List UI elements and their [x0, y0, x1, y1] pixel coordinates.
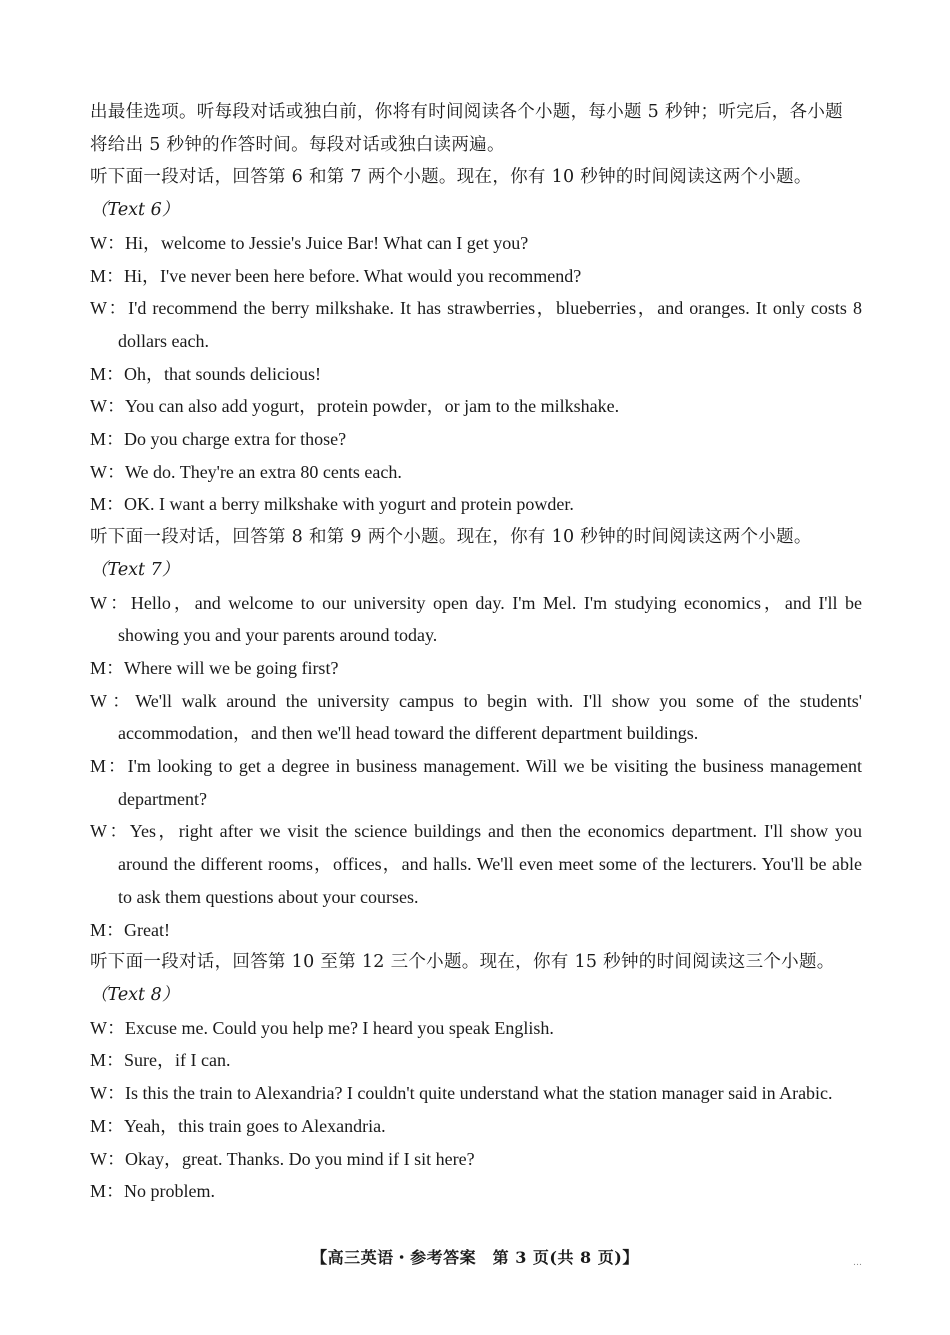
dialogue-line: W：Yes，right after we visit the science buildings and then the economics department. I'll show you around the different rooms，offices，and halls. We'll even meet some of the lecturers. You'll be able to ask them questions about your courses.	[90, 821, 862, 907]
text-label: （Text 8）	[90, 984, 180, 1005]
dialogue-line: W：Okay，great. Thanks. Do you mind if I sit here?	[90, 1148, 475, 1169]
instruction-line: 将给出 5 秒钟的作答时间。每段对话或独白读两遍。	[90, 134, 505, 155]
dialogue-line: M：Hi，I've never been here before. What would you recommend?	[90, 265, 582, 286]
dialogue-line: M：Oh，that sounds delicious!	[90, 363, 321, 384]
dialogue-line: M：No problem.	[90, 1181, 215, 1202]
page-footer: 【高三英语・参考答案 第 3 页(共 8 页)】	[311, 1248, 639, 1267]
dialogue-line: W：We'll walk around the university campus to begin with. I'll show you some of the students' accommodation，and then we'll head toward the different department buildings.	[90, 690, 862, 744]
dialogue-line: M：Where will we be going first?	[90, 657, 339, 678]
dialogue-line: W：I'd recommend the berry milkshake. It has strawberries，blueberries，and oranges. It only costs 8 dollars each.	[90, 298, 862, 351]
instruction-line: 出最佳选项。听每段对话或独白前，你将有时间阅读各个小题，每小题 5 秒钟；听完后，各小题	[90, 102, 843, 122]
section-prompt: 听下面一段对话，回答第 10 至第 12 三个小题。现在，你有 15 秒钟的时间阅读这三个小题。	[90, 952, 835, 973]
dialogue-line: W：Hello，and welcome to our university open day. I'm Mel. I'm studying economics，and I'll be showing you and your parents around today.	[90, 592, 862, 646]
dialogue-line: M：Yeah，this train goes to Alexandria.	[90, 1115, 386, 1136]
dialogue-line: W：Hi，welcome to Jessie's Juice Bar! What can I get you?	[90, 232, 529, 253]
dialogue	[90, 1012, 862, 1208]
dialogue	[90, 227, 862, 521]
dialogue-line: W：Excuse me. Could you help me? I heard you speak English.	[90, 1017, 554, 1038]
dialogue	[90, 587, 862, 947]
dialogue-line: M：Great!	[90, 919, 170, 940]
section-prompt: 听下面一段对话，回答第 8 和第 9 两个小题。现在，你有 10 秒钟的时间阅读这两个小题。	[90, 527, 812, 548]
dialogue-line: M：Sure，if I can.	[90, 1050, 231, 1071]
dialogue-line: M：Do you charge extra for those?	[90, 429, 347, 450]
document-body	[90, 96, 862, 1208]
dialogue-line: W：Is this the train to Alexandria? I couldn't quite understand what the station manager said in Arabic.	[90, 1083, 833, 1104]
dialogue-line: W：You can also add yogurt，protein powder，or jam to the milkshake.	[90, 396, 620, 417]
text-label: （Text 6）	[90, 200, 180, 221]
dialogue-line: W：We do. They're an extra 80 cents each.	[90, 461, 402, 482]
dialogue-line: M：OK. I want a berry milkshake with yogurt and protein powder.	[90, 494, 574, 515]
text-label: （Text 7）	[90, 559, 180, 580]
section-prompt: 听下面一段对话，回答第 6 和第 7 两个小题。现在，你有 10 秒钟的时间阅读这两个小题。	[90, 167, 812, 188]
corner-mark: …	[853, 1258, 862, 1268]
dialogue-line: M：I'm looking to get a degree in business management. Will we be visiting the business management department?	[90, 756, 862, 809]
